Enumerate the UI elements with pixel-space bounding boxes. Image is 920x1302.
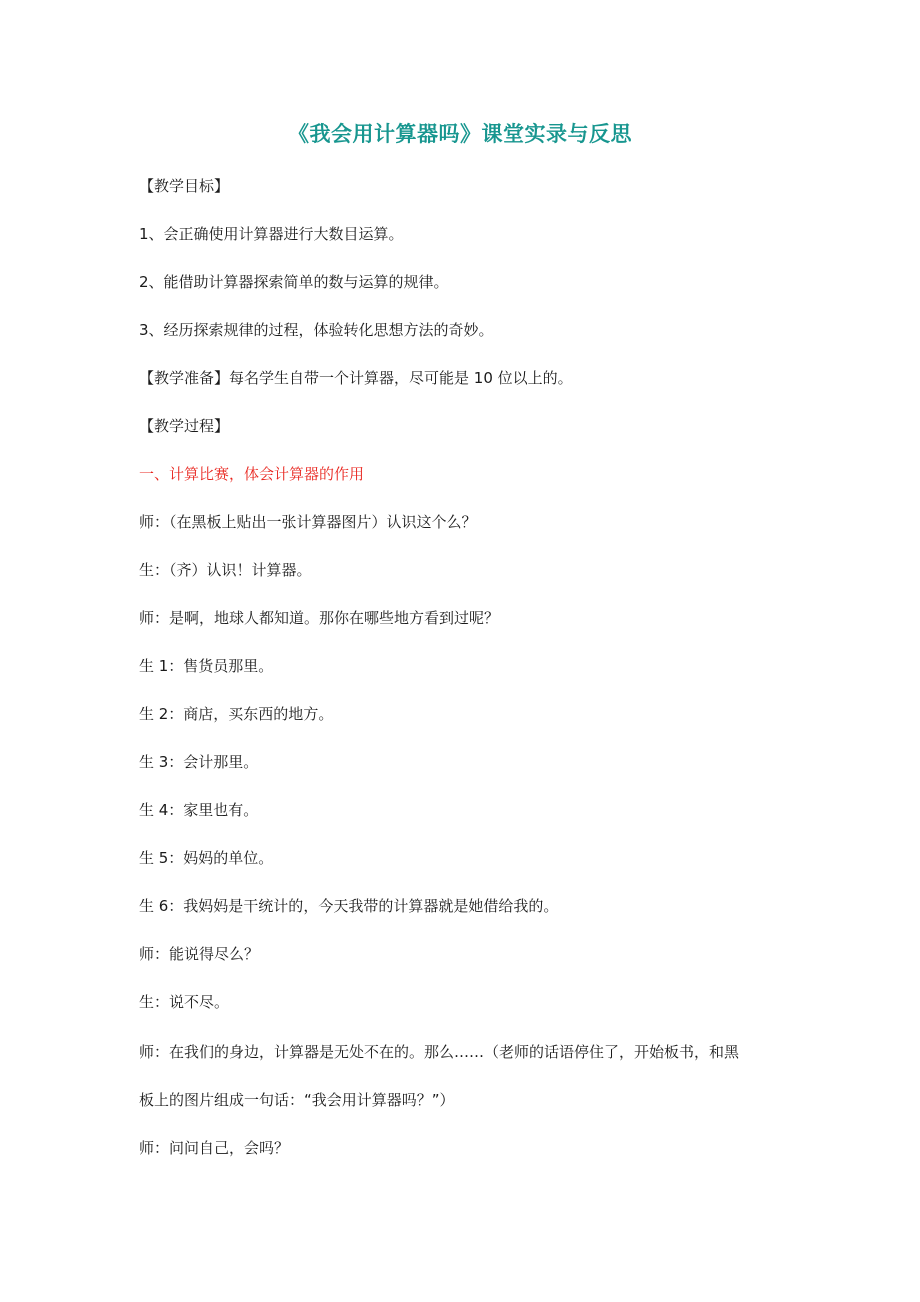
objective-1: 1、会正确使用计算器进行大数目运算。 <box>139 225 404 243</box>
dialogue-line: 师：是啊，地球人都知道。那你在哪些地方看到过呢？ <box>139 609 500 627</box>
section-process-heading: 【教学过程】 <box>139 417 230 435</box>
dialogue-line: 生 1：售货员那里。 <box>139 657 274 675</box>
dialogue-line-continued: 板上的图片组成一句话：“我会用计算器吗？”） <box>139 1091 455 1109</box>
dialogue-line: 生 5：妈妈的单位。 <box>139 849 274 867</box>
dialogue-line: 生 6：我妈妈是干统计的，今天我带的计算器就是她借给我的。 <box>139 897 559 915</box>
dialogue-line: 生 4：家里也有。 <box>139 801 259 819</box>
objective-2: 2、能借助计算器探索简单的数与运算的规律。 <box>139 273 449 291</box>
objective-3: 3、经历探索规律的过程，体验转化思想方法的奇妙。 <box>139 321 494 339</box>
subsection-heading: 一、计算比赛，体会计算器的作用 <box>139 465 365 483</box>
dialogue-line: 师：能说得尽么？ <box>139 945 260 963</box>
dialogue-line: 师：问问自己，会吗？ <box>139 1139 290 1157</box>
dialogue-line: 师：（在黑板上贴出一张计算器图片）认识这个么？ <box>139 513 477 531</box>
dialogue-line: 生 2：商店，买东西的地方。 <box>139 705 334 723</box>
section-objectives-heading: 【教学目标】 <box>139 177 230 195</box>
dialogue-line: 生：（齐）认识！计算器。 <box>139 561 312 579</box>
dialogue-line: 师：在我们的身边，计算器是无处不在的。那么……（老师的话语停住了，开始板书，和黑 <box>139 1043 740 1061</box>
preparation-line: 【教学准备】每名学生自带一个计算器，尽可能是 10 位以上的。 <box>139 369 573 387</box>
dialogue-line: 生：说不尽。 <box>139 993 230 1011</box>
dialogue-line: 生 3：会计那里。 <box>139 753 259 771</box>
document-title: 《我会用计算器吗》课堂实录与反思 <box>288 121 632 146</box>
